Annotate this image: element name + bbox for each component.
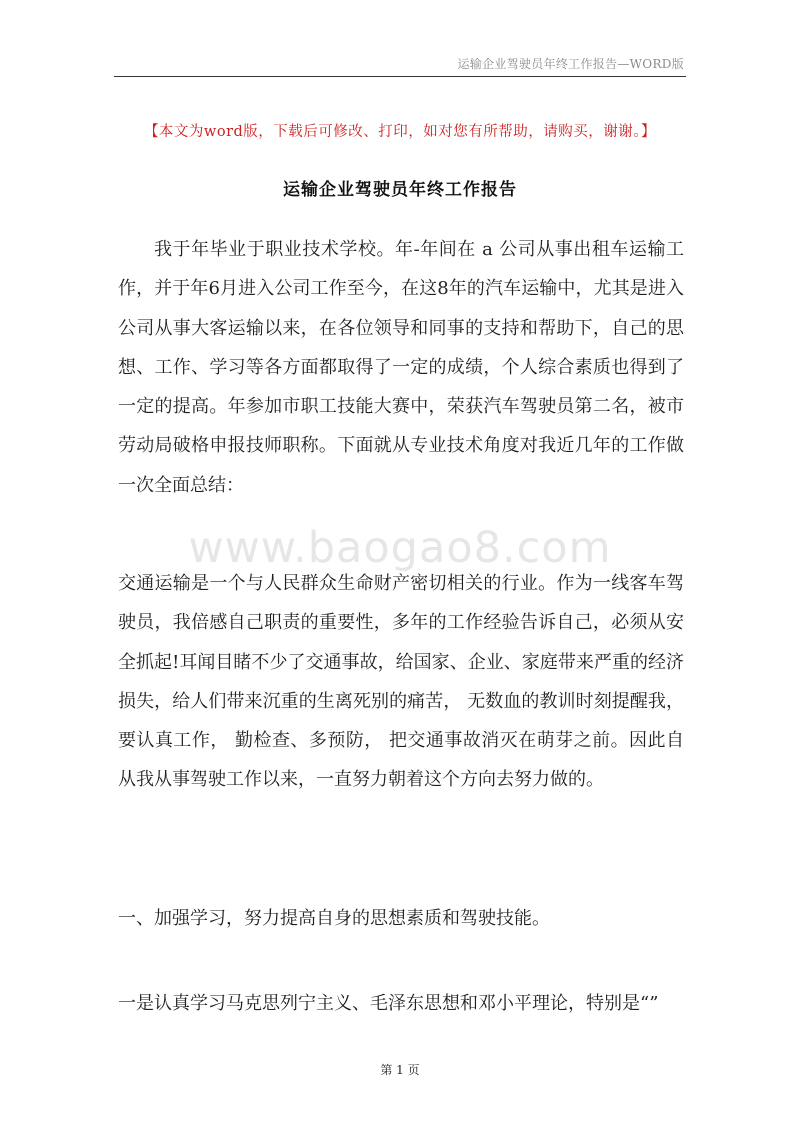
section-heading-1: 一、加强学习，努力提高自身的思想素质和驾驶技能。 <box>118 908 550 929</box>
watermark: www.baogao8.com <box>188 523 612 573</box>
page-number: 第 1 页 <box>380 1063 420 1077</box>
document-title: 运输企业驾驶员年终工作报告 <box>283 180 517 200</box>
download-notice: 【本文为word版，下载后可修改、打印，如对您有所帮助，请购买，谢谢。】 <box>143 124 657 140</box>
running-header: 运输企业驾驶员年终工作报告—WORD版 <box>457 57 684 71</box>
paragraph-intro: 我于年毕业于职业技术学校。年-年间在 a 公司从事出租车运输工作，并于年6月进入公司工作至今，在这8年的汽车运输中，尤其是进入公司从事大客运输以来，在各位领导和同事的支持和帮助下，自己的思想、工作、学习等各方面都取得了一定的成绩，个人综合素质也得到了一定的提高。年参加市职工技能大赛中，荣获汽车驾驶员第二名，被市劳动局破格申报技师职称。下面就从专业技术角度对我近几年的工作做一次全面总结： <box>118 239 684 496</box>
paragraph-study: 一是认真学习马克思列宁主义、毛泽东思想和邓小平理论，特别是“” <box>118 993 659 1014</box>
paragraph-safety: 交通运输是一个与人民群众生命财产密切相关的行业。作为一线客车驾驶员，我倍感自己职责的重要性，多年的工作经验告诉自己，必须从安全抓起!耳闻目睹不少了交通事故，给国家、企业、家庭带来严重的经济损失，给人们带来沉重的生离死别的痛苦， 无数血的教训时刻提醒我，要认真工作， 勤检查、多预防， 把交通事故消灭在萌芽之前。因此自从我从事驾驶工作以来，一直努力朝着这个方向去努力做的。 <box>118 573 684 791</box>
header-divider <box>114 76 686 77</box>
